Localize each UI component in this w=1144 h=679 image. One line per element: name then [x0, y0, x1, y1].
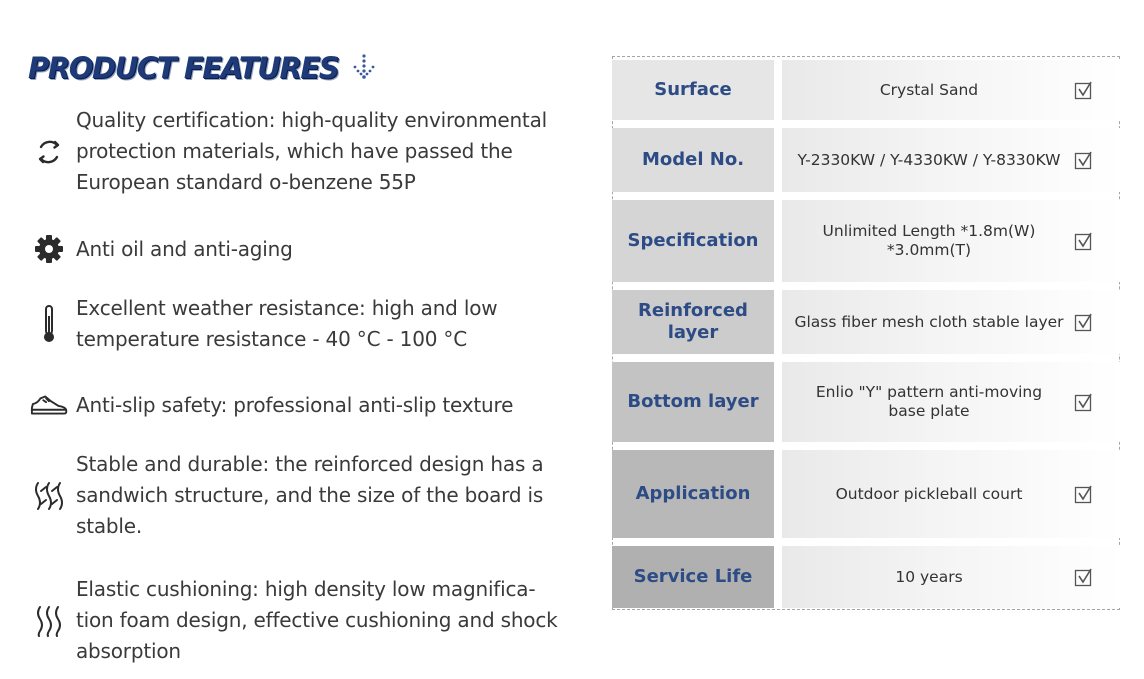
- feature-line: Excellent weather resistance: high and low: [76, 296, 498, 320]
- spec-label: [612, 128, 774, 192]
- spec-label-line: layer: [667, 322, 719, 343]
- spec-row-service-life: [612, 546, 1120, 608]
- spec-label-line: Service Life: [633, 566, 753, 587]
- feature-item-weather: [30, 293, 560, 355]
- check-box-icon: [1074, 484, 1094, 504]
- feature-line: temperature resistance - 40 °C - 100 °C: [76, 327, 467, 351]
- arrow-down-dotted-icon: [350, 53, 378, 83]
- feature-line: Anti-slip safety: professional anti-slip texture: [76, 392, 514, 417]
- feature-line: protection materials, which have passed the: [76, 139, 513, 163]
- check-box-icon: [1074, 150, 1094, 170]
- spec-value-line: Outdoor pickleball court: [835, 484, 1023, 503]
- check-box-icon: [1074, 392, 1094, 412]
- spec-value-line: Unlimited Length *1.8m(W): [822, 222, 1036, 240]
- spec-value: [782, 290, 1120, 354]
- feature-line: sandwich structure, and the size of the board is: [76, 483, 544, 507]
- spec-label: [612, 60, 774, 120]
- feature-line: absorption: [76, 639, 181, 663]
- check-box-icon: [1074, 567, 1094, 587]
- feature-item-quality: [30, 105, 560, 198]
- feature-line: European standard o-benzene 55P: [76, 170, 416, 194]
- wave-lines-icon: [30, 477, 68, 515]
- spec-label-line: Surface: [654, 79, 732, 100]
- spec-label-line: Bottom layer: [627, 391, 759, 412]
- feature-item-anti-slip: [30, 386, 560, 424]
- spec-label: [612, 546, 774, 608]
- spec-label-line: Reinforced: [638, 300, 748, 321]
- feature-line: Elastic cushioning: high density low magnifica-: [76, 577, 536, 601]
- spec-row-reinforced: [612, 290, 1120, 354]
- spec-row-model: [612, 128, 1120, 192]
- feature-item-anti-oil: [30, 230, 560, 268]
- feature-line: stable.: [76, 514, 143, 538]
- spec-label: [612, 290, 774, 354]
- feature-text: [76, 449, 543, 542]
- spec-row-bottom-layer: [612, 362, 1120, 442]
- spec-value: [782, 200, 1120, 282]
- spec-value: [782, 546, 1120, 608]
- page-title: PRODUCT FEATURES: [28, 51, 339, 85]
- feature-text: [76, 234, 293, 265]
- spec-label-line: Model No.: [641, 149, 745, 170]
- spec-value-line: base plate: [888, 402, 970, 420]
- spec-value: [782, 362, 1120, 442]
- shoe-icon: [30, 386, 68, 424]
- spec-value: [782, 450, 1120, 538]
- spec-value: [782, 128, 1120, 192]
- spec-value-line: 10 years: [895, 567, 963, 586]
- feature-text: [76, 293, 497, 355]
- feature-line: Quality certification: high-quality environmental: [76, 108, 547, 132]
- spec-value: [782, 60, 1120, 120]
- feature-line: Stable and durable: the reinforced design has a: [76, 452, 544, 476]
- feature-line: Anti oil and anti-aging: [76, 236, 293, 261]
- feature-item-stable: [30, 449, 560, 542]
- spec-value-line: Crystal Sand: [879, 80, 979, 99]
- thermometer-icon: [30, 305, 68, 343]
- check-box-icon: [1074, 80, 1094, 100]
- check-box-icon: [1074, 231, 1094, 251]
- spec-label-line: Application: [635, 483, 751, 504]
- spec-value-line: Y-2330KW / Y-4330KW / Y-8330KW: [797, 150, 1061, 169]
- feature-item-cushion: [30, 574, 560, 667]
- spec-label: [612, 200, 774, 282]
- feature-text: [76, 390, 513, 421]
- spec-label: [612, 450, 774, 538]
- spec-value-line: Enlio "Y" pattern anti-moving: [815, 383, 1043, 401]
- feature-text: [76, 105, 547, 198]
- features-heading: [28, 48, 378, 88]
- refresh-cycle-icon: [30, 133, 68, 171]
- spec-row-surface: [612, 60, 1120, 120]
- feature-text: [76, 574, 558, 667]
- feature-line: tion foam design, effective cushioning and shock: [76, 608, 558, 632]
- spec-label: [612, 362, 774, 442]
- cushion-waves-icon: [30, 602, 68, 640]
- gear-icon: [30, 230, 68, 268]
- spec-label-line: Specification: [627, 230, 759, 251]
- spec-row-specification: [612, 200, 1120, 282]
- spec-value-line: *3.0mm(T): [886, 241, 972, 259]
- check-box-icon: [1074, 312, 1094, 332]
- spec-row-application: [612, 450, 1120, 538]
- spec-value-line: Glass fiber mesh cloth stable layer: [794, 312, 1064, 331]
